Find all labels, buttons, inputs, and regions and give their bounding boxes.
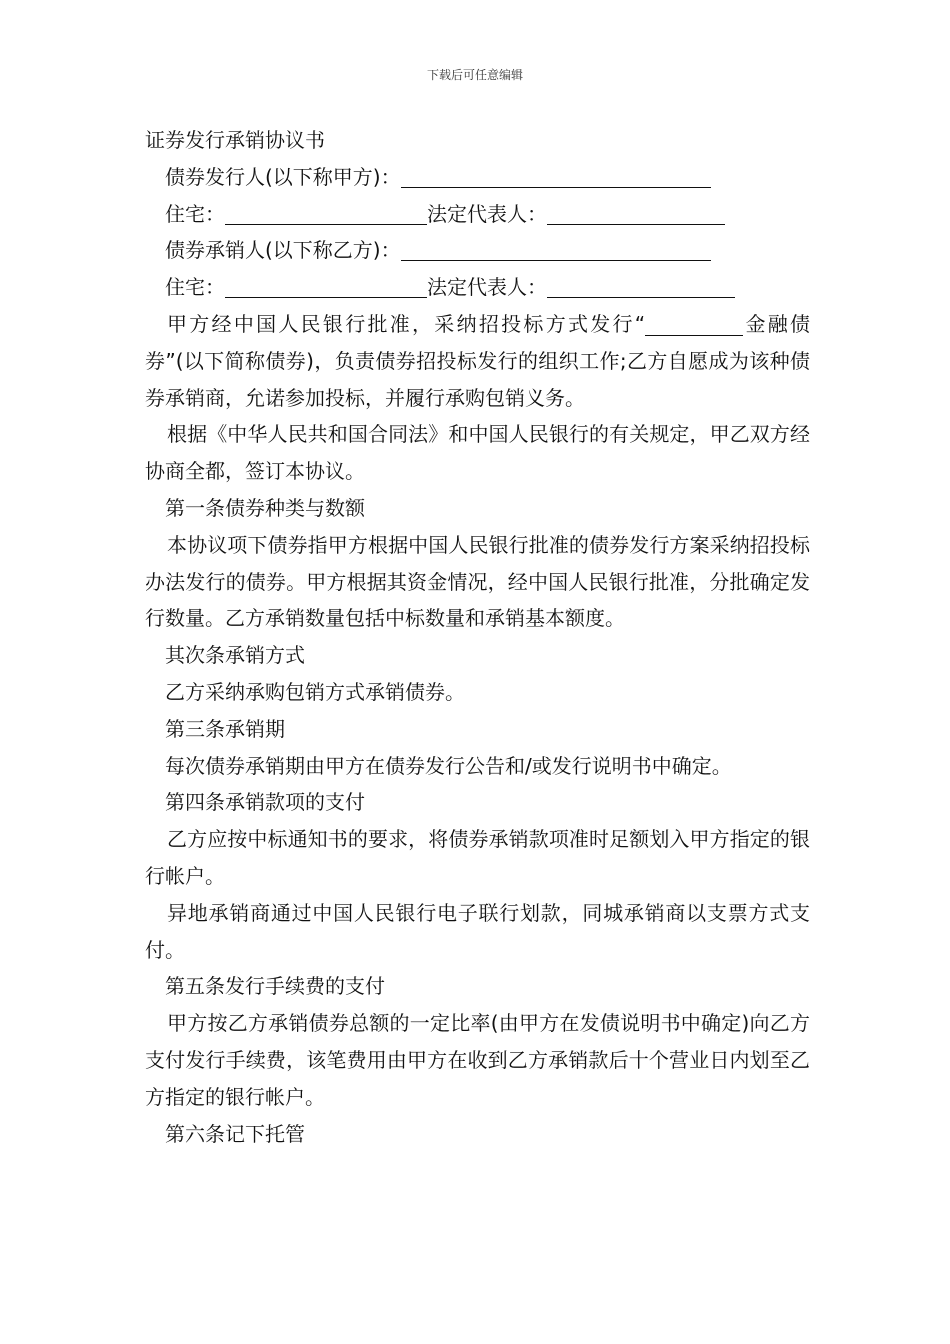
underwriter-label: 债券承销人(以下称乙方)： [165, 238, 401, 263]
article-4-body-2: 异地承销商通过中国人民银行电子联行划款，同城承销商以支票方式支付。 [145, 900, 810, 962]
intro-paragraph-2: 根据《中华人民共和国合同法》和中国人民银行的有关规定，甲乙双方经协商全都，签订本协议。 [145, 422, 810, 484]
underwriter-line [145, 232, 810, 269]
issuer-label: 债券发行人(以下称甲方)： [165, 164, 401, 189]
underwriter-address-blank[interactable] [225, 275, 427, 298]
article-3-body: 每次债券承销期由甲方在债券发行公告和/或发行说明书中确定。 [165, 753, 732, 778]
legal-rep-label: 法定代表人： [427, 275, 547, 300]
article-2-body: 乙方采纳承购包销方式承销债券。 [165, 679, 465, 704]
address-label: 住宅： [165, 201, 225, 226]
article-3-title: 第三条承销期 [165, 716, 285, 741]
article-1-body: 本协议项下债券指甲方根据中国人民银行批准的债券发行方案采纳招投标办法发行的债券。甲方根据其资金情况，经中国人民银行批准，分批确定发行数量。乙方承销数量包括中标数量和承销基本额度。 [145, 532, 810, 631]
issuer-address-blank[interactable] [225, 202, 427, 225]
underwriter-blank[interactable] [401, 238, 711, 261]
page-header-note: 下载后可任意编辑 [426, 68, 523, 82]
address-label: 住宅： [165, 275, 225, 300]
underwriter-legal-rep-blank[interactable] [547, 275, 735, 298]
intro-text-a: 甲方经中国人民银行批准，采纳招投标方式发行“ [167, 311, 646, 336]
article-4-body-1: 乙方应按中标通知书的要求，将债券承销款项准时足额划入甲方指定的银行帐户。 [145, 827, 810, 888]
issuer-legal-rep-blank[interactable] [547, 202, 725, 225]
document-title: 证券发行承销协议书 [145, 128, 325, 152]
article-4-title: 第四条承销款项的支付 [165, 790, 365, 815]
intro-text-b: 金融债券”(以下简称债券)，负责债券招投标发行的组织工作;乙方自愿成为该种债券承销商，允诺参加投标，并履行承购包销义务。 [145, 311, 811, 410]
intro-paragraph-1 [145, 306, 810, 416]
article-6-title: 第六条记下托管 [165, 1121, 305, 1146]
underwriter-address-line [145, 269, 810, 306]
issuer-address-line [145, 196, 810, 233]
bond-name-blank[interactable] [645, 313, 743, 336]
article-1-title: 第一条债券种类与数额 [165, 495, 365, 520]
issuer-blank[interactable] [401, 165, 711, 188]
article-5-body: 甲方按乙方承销债券总额的一定比率(由甲方在发债说明书中确定)向乙方支付发行手续费，该笔费用由甲方在收到乙方承销款后十个营业日内划至乙方指定的银行帐户。 [145, 1011, 810, 1109]
legal-rep-label: 法定代表人： [427, 201, 547, 226]
issuer-line [145, 159, 810, 196]
article-2-title: 其次条承销方式 [165, 643, 305, 668]
contract-document [145, 122, 810, 1152]
article-5-title: 第五条发行手续费的支付 [165, 974, 385, 999]
